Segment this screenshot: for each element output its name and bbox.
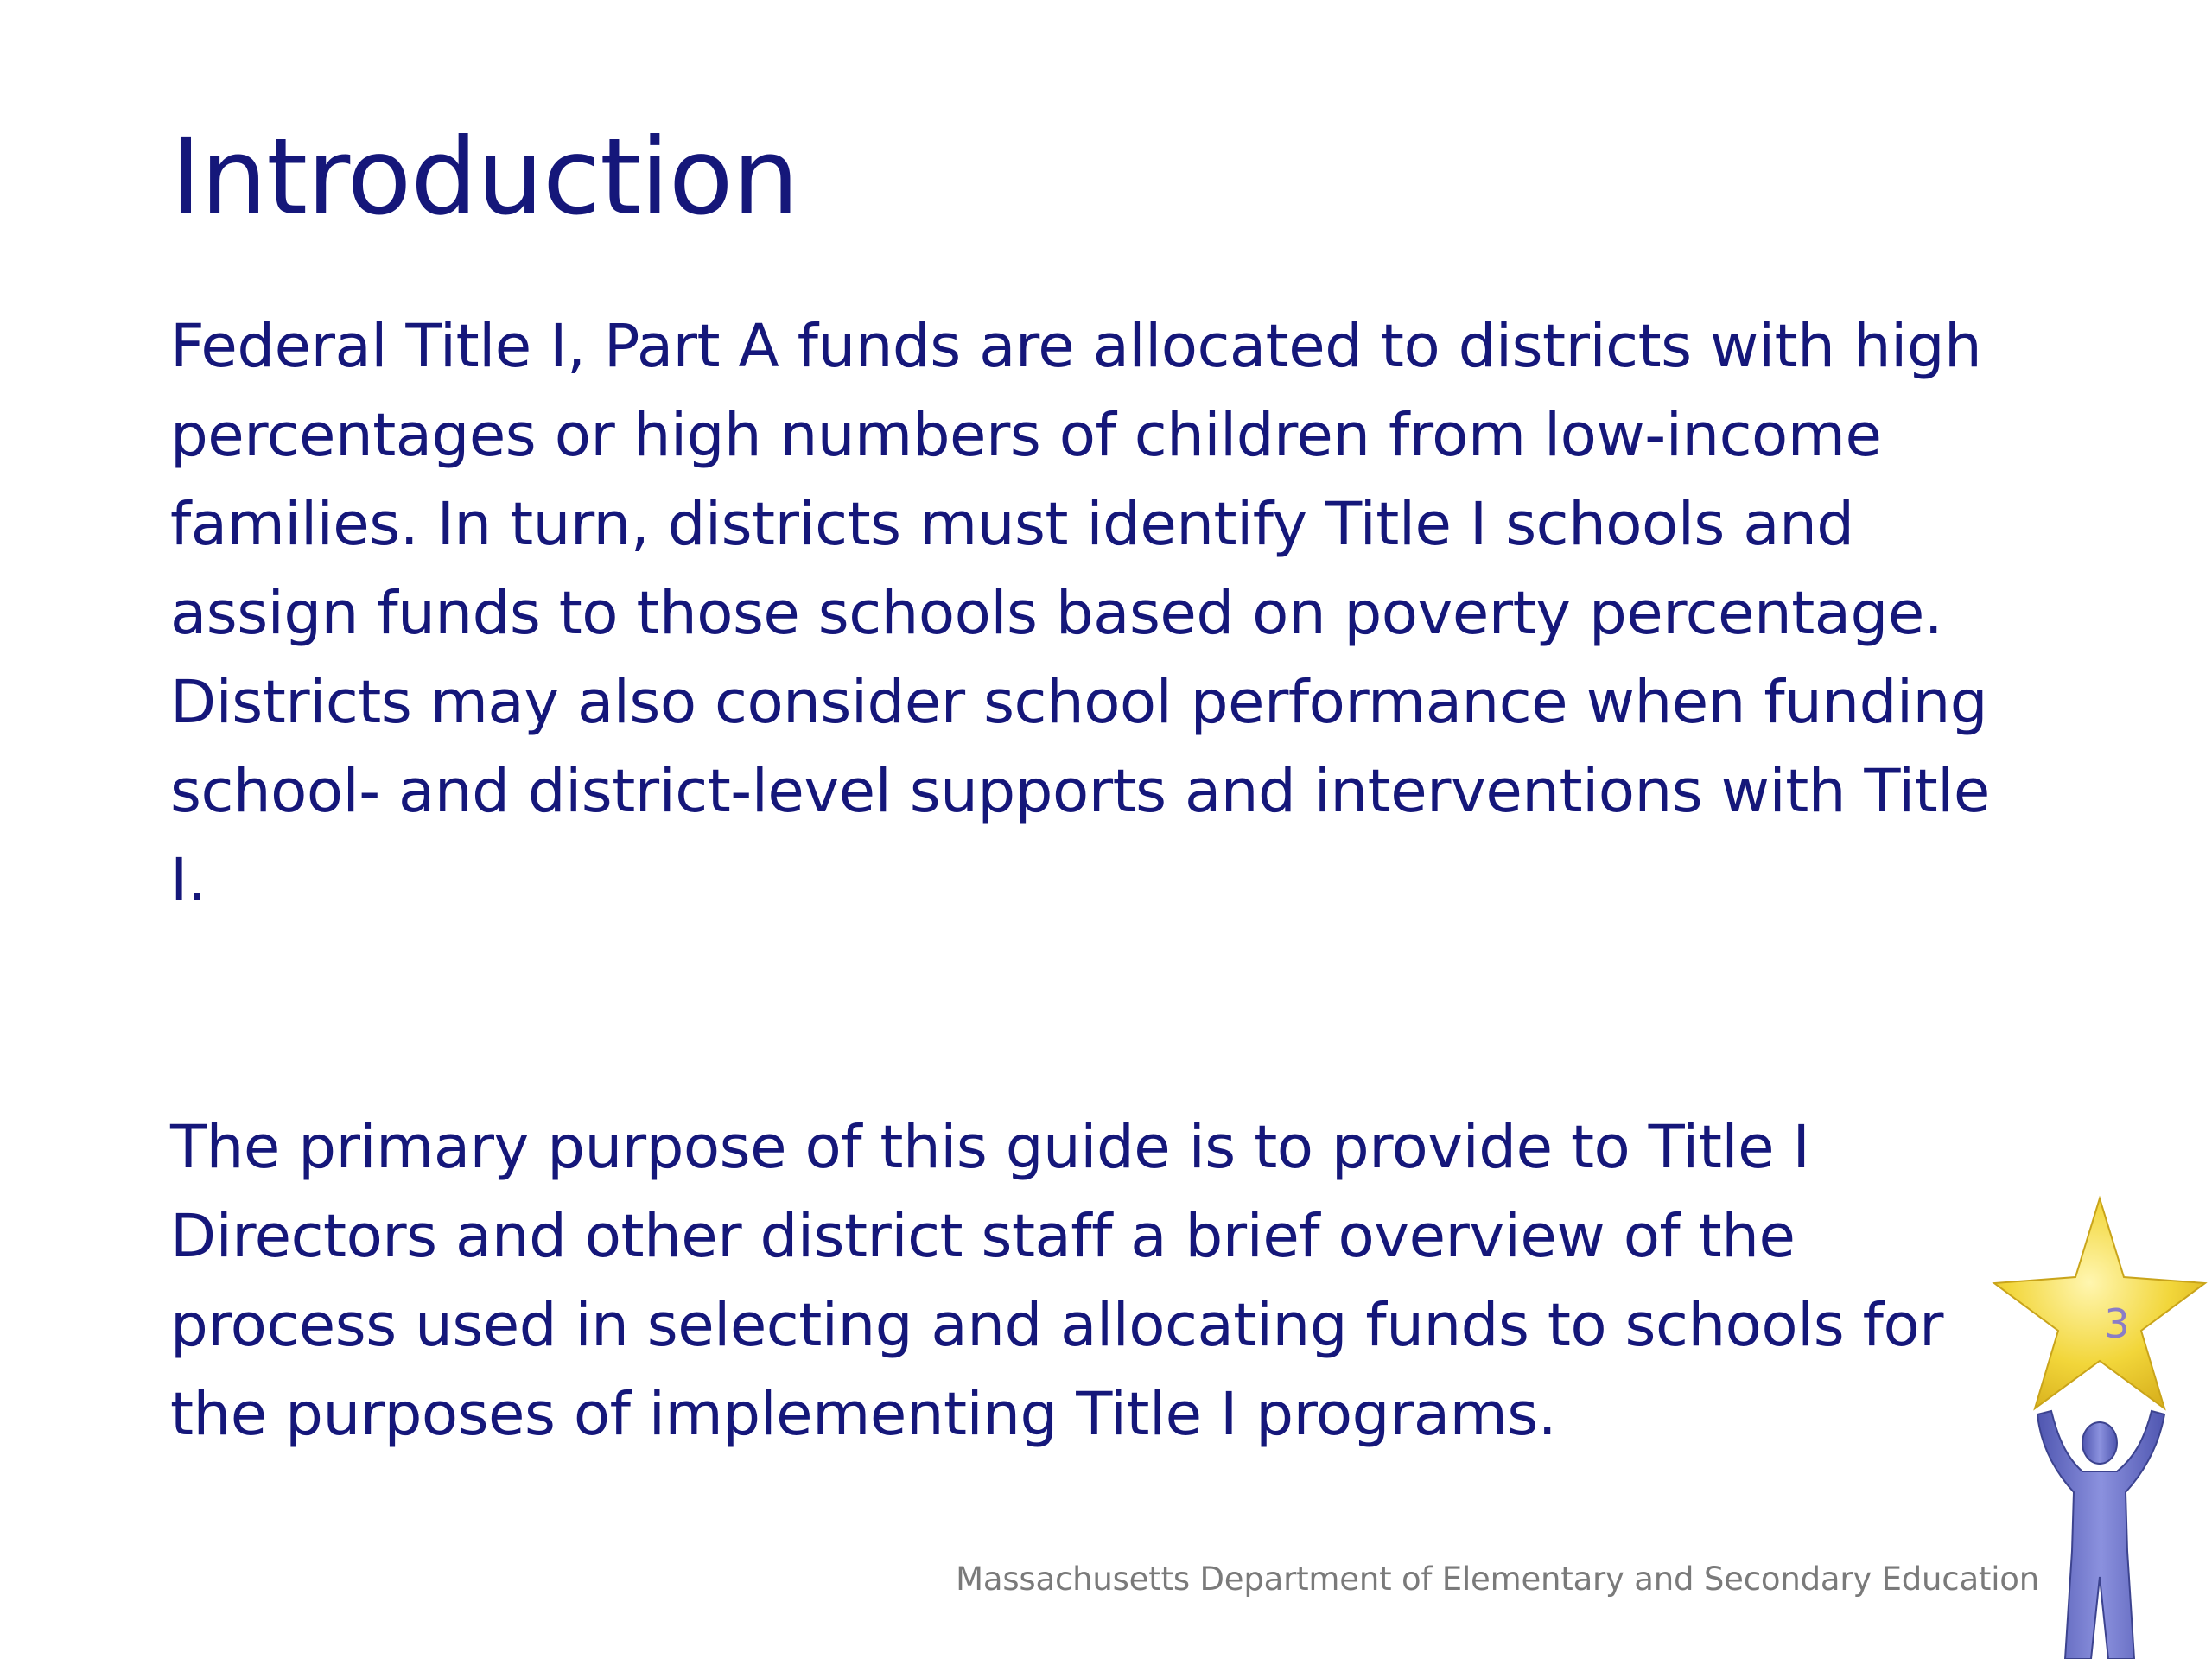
paragraph-line: percentages or high numbers of children from low-income: [170, 401, 1882, 470]
paragraph-line: families. In turn, districts must identify Title I schools and: [170, 490, 1854, 559]
paragraph-line: the purposes of implementing Title I programs.: [170, 1380, 1557, 1449]
paragraph-line: process used in selecting and allocating funds to schools for: [170, 1291, 1944, 1360]
slide-number: 3: [2104, 1300, 2130, 1347]
paragraph-line: Districts may also consider school performance when funding: [170, 668, 1988, 737]
paragraph-line: The primary purpose of this guide is to provide to Title I: [170, 1113, 1810, 1182]
paragraph-line: assign funds to those schools based on poverty percentage.: [170, 579, 1943, 648]
paragraph-line: Directors and other district staff a brief overview of the: [170, 1202, 1796, 1271]
footer-organization: Massachusetts Department of Elementary and Secondary Education: [956, 1560, 2039, 1598]
paragraph-1: [170, 302, 2071, 925]
slide-body: [170, 302, 2071, 1459]
paragraph-line: Federal Title I, Part A funds are allocated to districts with high: [170, 312, 1982, 381]
slide-title: Introduction: [170, 116, 798, 238]
paragraph-line: I.: [170, 846, 207, 915]
paragraph-2: [170, 1103, 2071, 1459]
paragraph-line: school- and district-level supports and interventions with Title: [170, 757, 1990, 826]
